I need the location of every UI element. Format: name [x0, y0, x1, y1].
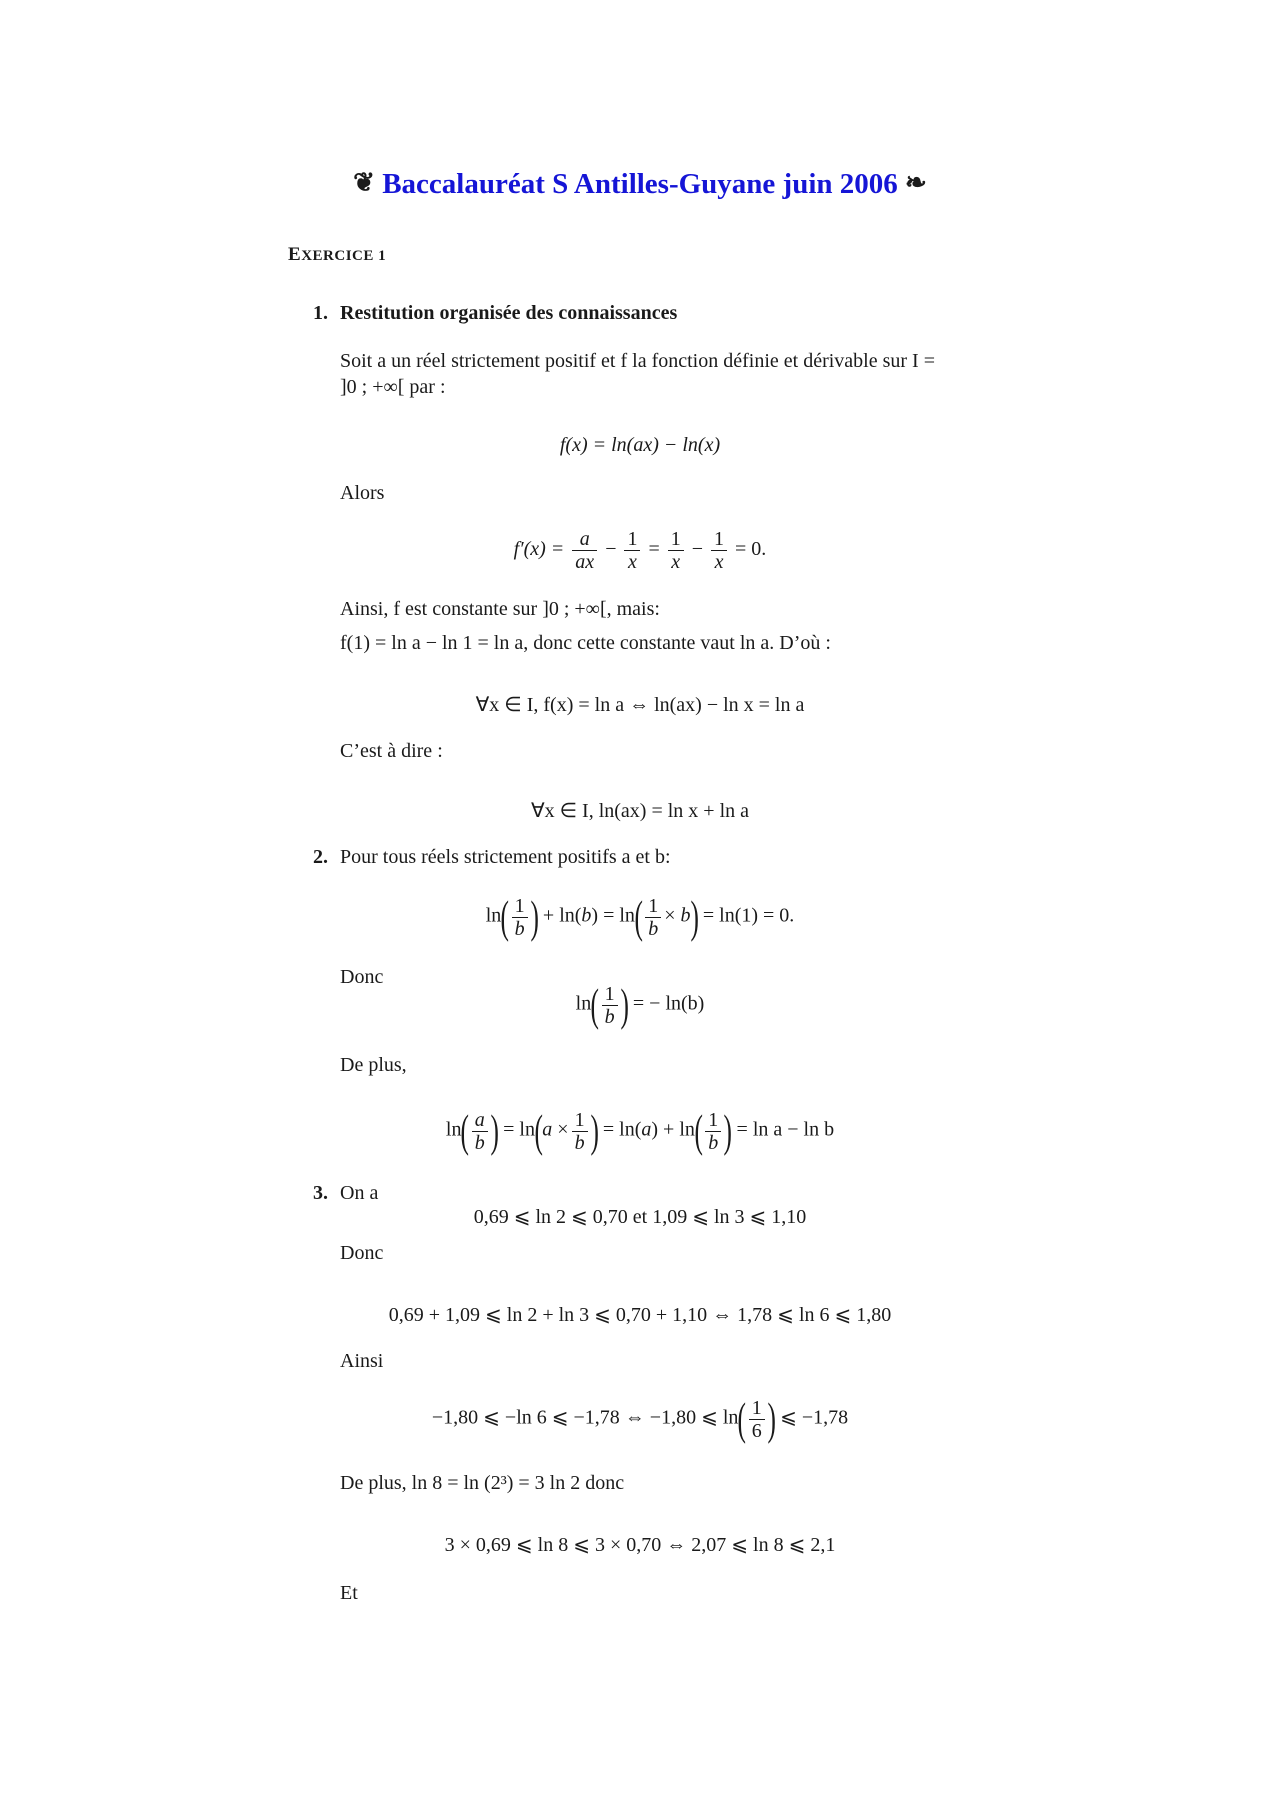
- q3-et: Et: [340, 1582, 358, 1604]
- q1-heading: Restitution organisée des connaissances: [340, 302, 678, 324]
- exercise-heading: EXERCICE 1: [288, 244, 387, 265]
- equation-forall-1: ∀x ∈ I, f(x) = ln a ⇔ ln(ax) − ln x = ln a: [475, 694, 805, 716]
- q1-cest: C’est à dire :: [340, 740, 443, 762]
- equation-ln-inverse: ln( $\frac{1}{b}$ ) = − ln(b): [575, 979, 705, 1030]
- q3-donc: Donc: [340, 1242, 384, 1264]
- q1-alors: Alors: [340, 482, 385, 504]
- q3-number: 3.: [313, 1182, 328, 1204]
- q1-f1-line: f(1) = ln a − ln 1 = ln a, donc cette constante vaut ln a. D’où :: [340, 632, 831, 654]
- q1-intro-line2: ]0 ; +∞[ par :: [340, 376, 446, 398]
- q2-donc: Donc: [340, 966, 384, 988]
- q1-ainsi-line: Ainsi, f est constante sur ]0 ; +∞[, mais:: [340, 598, 660, 620]
- q1-intro-line1: Soit a un réel strictement positif et f la fonction définie et dérivable sur I =: [340, 350, 935, 372]
- right-ornament-icon: ❧: [905, 168, 927, 197]
- equation-f: f(x) = ln(ax) − ln(x): [559, 434, 721, 456]
- q3-ainsi: Ainsi: [340, 1350, 384, 1372]
- q3-deplus-line: De plus, ln 8 = ln (2³) = 3 ln 2 donc: [340, 1472, 625, 1494]
- equation-ln8: 3 × 0,69 ⩽ ln 8 ⩽ 3 × 0,70 ⇔ 2,07 ⩽ ln 8 ⩽ 2,1: [444, 1534, 836, 1556]
- page-title: [0, 168, 1280, 201]
- title-text: Baccalauréat S Antilles-Guyane juin 2006: [382, 168, 898, 200]
- q3-ona: On a: [340, 1182, 379, 1204]
- q2-deplus: De plus,: [340, 1054, 407, 1076]
- equation-bounds: 0,69 ⩽ ln 2 ⩽ 0,70 et 1,09 ⩽ ln 3 ⩽ 1,10: [473, 1206, 807, 1228]
- q2-number: 2.: [313, 846, 328, 868]
- equation-forall-2: ∀x ∈ I, ln(ax) = ln x + ln a: [530, 800, 750, 822]
- left-ornament-icon: ❦: [353, 168, 375, 197]
- q2-intro: Pour tous réels strictement positifs a et b:: [340, 846, 671, 868]
- q1-number: 1.: [313, 302, 328, 324]
- equation-negative: −1,80 ⩽ −ln 6 ⩽ −1,78 ⇔ −1,80 ⩽ ln( $\frac{1}{6}$ ) ⩽ −1,78: [431, 1393, 849, 1444]
- equation-ln-quotient: ln( $\frac{a}{b}$ ) = ln(a × $\frac{1}{b}$ ) = ln(a) + ln( $\frac{1}{b}$ ) = ln a − ln b: [445, 1105, 835, 1156]
- equation-ln-inverse-sum: ln( $\frac{1}{b}$ ) + ln(b) = ln( $\frac{1}{b}$ × b) = ln(1) = 0.: [485, 891, 795, 942]
- equation-fprime: f′(x) = $\frac{a}{ax}$ − $\frac{1}{x}$ = $\frac{1}{x}$ − $\frac{1}{x}$ = 0.: [513, 528, 767, 573]
- equation-sum: 0,69 + 1,09 ⩽ ln 2 + ln 3 ⩽ 0,70 + 1,10 ⇔ 1,78 ⩽ ln 6 ⩽ 1,80: [388, 1304, 892, 1326]
